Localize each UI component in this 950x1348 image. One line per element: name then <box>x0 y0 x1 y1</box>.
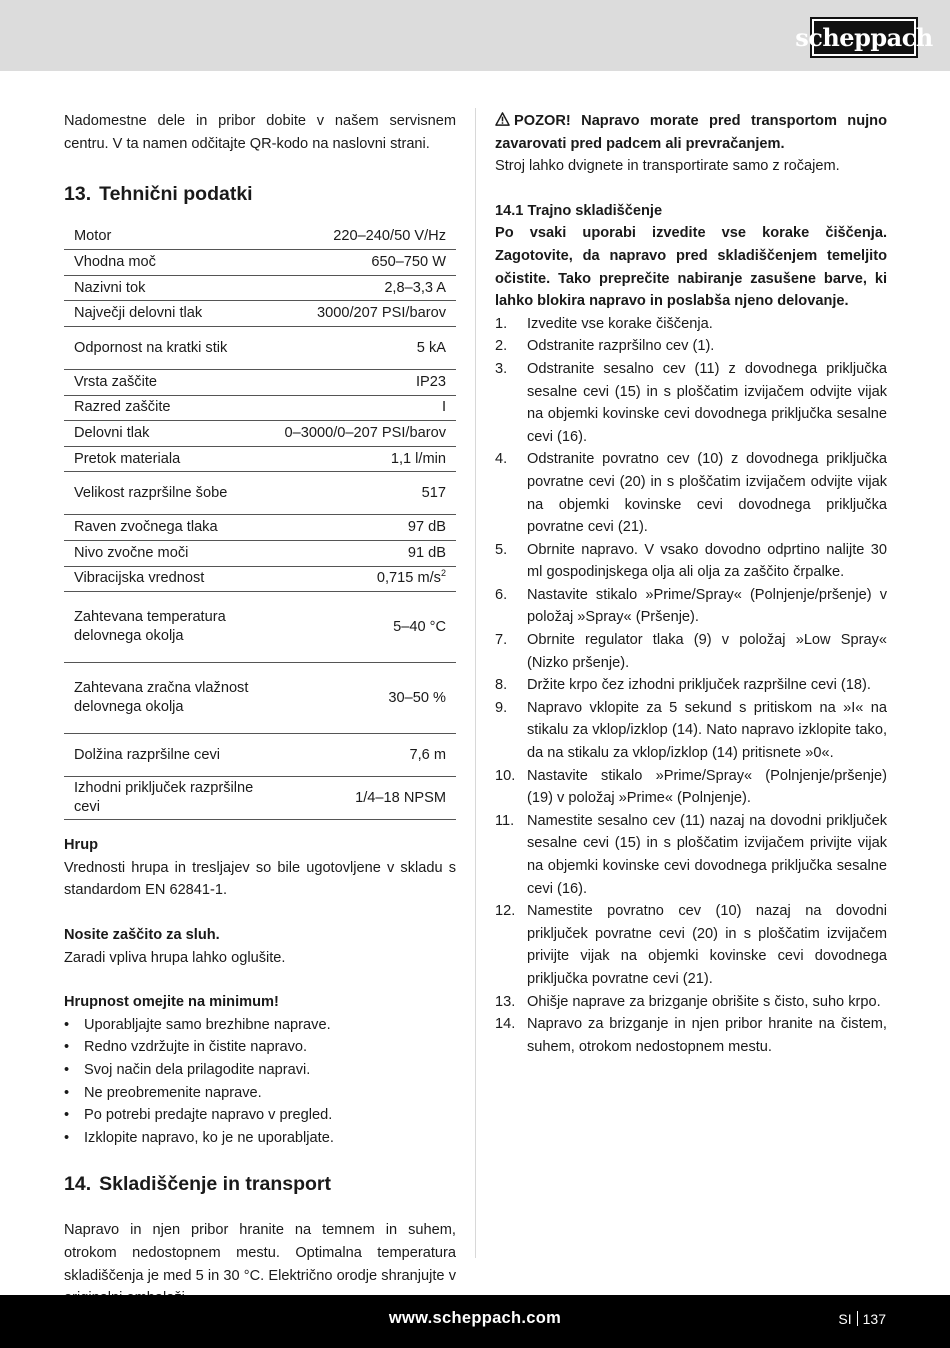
table-row <box>64 734 456 777</box>
spec-value-text: 1,1 l/min <box>390 450 446 467</box>
list-item <box>495 358 887 448</box>
list-item <box>495 335 887 358</box>
spec-value <box>275 224 456 250</box>
section-title: Tehnični podatki <box>99 183 253 206</box>
spec-value <box>275 592 456 663</box>
spec-value-text: 5–40 °C <box>393 618 446 635</box>
table-row <box>64 250 456 276</box>
spec-value <box>275 370 456 396</box>
table-row <box>64 224 456 250</box>
spec-label: Odpornost na kratki stik <box>64 327 275 370</box>
spec-label: Zahtevana zračna vlažnost delovnega okolja <box>64 663 275 734</box>
hearing-text: Zaradi vpliva hrupa lahko oglušite. <box>64 949 286 966</box>
spec-label: Pretok materiala <box>64 446 275 472</box>
brand-logo: scheppach <box>810 17 918 58</box>
storage-paragraph: Napravo in njen pribor hranite na temnem in suhem, otrokom nedostopnem mestu. Optimalna temperatura skladiščenja je med 5 in 30 °C. Električno orodje shranjujte v <box>64 1222 456 1284</box>
table-row <box>64 395 456 421</box>
spec-value <box>275 327 456 370</box>
step-text: Držite krpo čez izhodni priključek razpršilne cevi (18). <box>527 677 871 694</box>
language-code: SI <box>838 1311 852 1327</box>
spec-value <box>275 515 456 541</box>
spec-value-text: 0–3000/0–207 PSI/barov <box>284 425 446 442</box>
spec-value-text: 3000/207 PSI/barov <box>316 305 446 322</box>
section-number: 13. <box>64 183 92 206</box>
table-row <box>64 301 456 327</box>
spec-label: Velikost razpršilne šobe <box>64 472 275 515</box>
list-item <box>495 765 887 810</box>
intro-paragraph: Nadomestne dele in pribor dobite v našem servisnem centru. V ta namen odčitajte QR-kodo na naslovni strani. <box>64 113 456 152</box>
step-number: 9. <box>495 699 508 716</box>
list-item <box>495 991 887 1014</box>
step-number: 4. <box>495 451 508 468</box>
spec-label: Raven zvočnega tlaka <box>64 515 275 541</box>
spec-label: Vhodna moč <box>64 250 275 276</box>
page-footer <box>0 1295 950 1348</box>
spec-value-text: 650–750 W <box>371 254 446 271</box>
table-row <box>64 327 456 370</box>
step-number: 11. <box>495 812 515 829</box>
spec-value-superscript: 2 <box>440 568 446 579</box>
section-13-heading <box>64 182 456 206</box>
table-row <box>64 275 456 301</box>
table-row <box>64 592 456 663</box>
warning-text: Napravo morate pred transportom nujno zavarovati pred padcem ali prevračanjem. <box>495 113 888 152</box>
step-number: 8. <box>495 677 508 694</box>
spec-value-text: 517 <box>421 484 446 501</box>
step-text: Namestite povratno cev (10) nazaj na dovodni priključek povratne cevi (20) in s ploščatim izvijačem privijte vijak na objemki kovinske cevi dovodnega priključka povratne cevi (21). <box>527 903 887 987</box>
list-item: • Izklopite napravo, ko je ne uporabljate. <box>64 1127 456 1150</box>
spec-label: Razred zaščite <box>64 395 275 421</box>
subsection-heading: 14.1 Trajno skladiščenje <box>495 202 663 219</box>
list-item <box>495 584 887 629</box>
table-row <box>64 663 456 734</box>
spec-value <box>275 541 456 567</box>
table-row <box>64 541 456 567</box>
step-text: Odstranite razpršilno cev (1). <box>527 338 715 355</box>
table-row <box>64 446 456 472</box>
separator <box>857 1311 858 1326</box>
spec-value-text: 97 dB <box>407 519 446 536</box>
spec-value-text: 5 kA <box>416 339 446 356</box>
list-item: • Redno vzdržujte in čistite napravo. <box>64 1036 456 1059</box>
page-header-bar <box>0 0 950 71</box>
step-text: Obrnite napravo. V vsako dovodno odprtino nalijte 30 ml gospodinjskega olja ali olja za zaščito črpalke. <box>527 541 887 581</box>
list-item: • Uporabljajte samo brezhibne naprave. <box>64 1014 456 1037</box>
noise-heading: Hrup <box>64 837 99 854</box>
noise-bullet-list <box>64 1014 456 1150</box>
list-item: • Po potrebi predajte napravo v pregled. <box>64 1104 456 1127</box>
section-number: 14. <box>64 1173 92 1196</box>
spec-value <box>275 395 456 421</box>
tech-specs-table <box>64 224 456 820</box>
warning-paragraph <box>495 110 887 155</box>
table-row <box>64 515 456 541</box>
spec-value <box>275 777 456 820</box>
lift-text: Stroj lahko dvignete in transportirate samo z ročajem. <box>495 158 840 175</box>
spec-value-text: I <box>441 399 446 416</box>
step-text: Ohišje naprave za brizganje obrišite s čisto, suho krpo. <box>527 993 881 1010</box>
spec-value-text: 7,6 m <box>409 746 446 763</box>
list-item: • Ne preobremenite naprave. <box>64 1082 456 1105</box>
list-item <box>495 313 887 336</box>
spec-value-text: 91 dB <box>407 544 446 561</box>
step-text: Obrnite regulator tlaka (9) v položaj »Low Spray« (Nizko pršenje). <box>527 632 887 671</box>
spec-label: Vrsta zaščite <box>64 370 275 396</box>
spec-label: Zahtevana temperatura delovnega okolja <box>64 592 275 663</box>
spec-value <box>275 301 456 327</box>
spec-value-text: 2,8–3,3 A <box>384 279 446 296</box>
spec-value-text: 220–240/50 V/Hz <box>333 228 446 245</box>
step-text: Odstranite sesalno cev (11) z dovodnega priključka sesalne cevi (15) in s ploščatim izvijačem odvijte vijak na objemki kovinske cevi dovodnega priključka sesalne cevi (16). <box>527 360 887 445</box>
spec-label: Največji delovni tlak <box>64 301 275 327</box>
spec-value-text: IP23 <box>415 373 446 390</box>
list-item <box>495 674 887 697</box>
step-text: Napravo za brizganje in njen pribor hranite na čistem, suhem, otrokom nedostopnem mestu. <box>527 1016 887 1055</box>
spec-value <box>275 275 456 301</box>
subsection-bold-text: Po vsaki uporabi izvedite vse korake čiščenja. Zagotovite, da napravo pred skladiščenjem temeljito očistite. Tako preprečite nabiranje zasušene barve, ki lahko blokira napravo in poslabša njeno delovanje. <box>495 225 887 310</box>
section-title: Skladiščenje in transport <box>99 1173 332 1196</box>
spec-label: Izhodni priključek razpršilne cevi <box>64 777 275 820</box>
website-link[interactable]: www.scheppach.com <box>388 1309 562 1327</box>
list-item: • Svoj način dela prilagodite napravi. <box>64 1059 456 1082</box>
spec-value <box>275 566 456 592</box>
spec-label: Nivo zvočne moči <box>64 541 275 567</box>
table-row <box>64 472 456 515</box>
step-text: Nastavite stikalo »Prime/Spray« (Polnjenje/pršenje) v položaj »Spray« (Pršenje). <box>527 586 887 626</box>
column-divider <box>475 108 476 1258</box>
step-number: 3. <box>495 360 508 377</box>
spec-value-text: 1/4–18 NPSM <box>355 789 446 806</box>
step-text: Namestite sesalno cev (11) nazaj na dovodni priključek sesalne cevi (15) in s ploščatim izvijačem privijte vijak na objemki kovinske cevi dovodnega priključka sesalne cevi (16). <box>527 812 887 897</box>
list-item <box>495 448 887 538</box>
table-row <box>64 566 456 592</box>
hearing-heading: Nosite zaščito za sluh. <box>64 927 220 943</box>
step-number: 13. <box>495 993 516 1010</box>
list-item <box>495 900 887 990</box>
list-item <box>495 629 887 674</box>
spec-value <box>275 472 456 515</box>
step-number: 2. <box>495 338 508 355</box>
warning-triangle-icon <box>495 112 510 126</box>
right-column <box>495 110 887 1058</box>
list-item <box>495 539 887 584</box>
step-text: Odstranite povratno cev (10) z dovodnega priključka povratne cevi (20) in s ploščatim izvijačem odvijte vijak na objemki kovinske cevi dovodnega priključka povratne cevi (21). <box>527 451 887 536</box>
step-number: 12. <box>495 903 516 920</box>
list-item <box>495 697 887 765</box>
spec-label: Dolžina razpršilne cevi <box>64 734 275 777</box>
spec-value <box>275 663 456 734</box>
step-text: Izvedite vse korake čiščenja. <box>527 315 713 332</box>
page-number: 137 <box>862 1311 886 1327</box>
left-column <box>64 110 456 1310</box>
step-text: Nastavite stikalo »Prime/Spray« (Polnjenje/pršenje) (19) v položaj »Prime« (Polnjenje). <box>527 767 887 807</box>
spec-value-text: 30–50 % <box>388 689 446 706</box>
step-number: 1. <box>495 315 508 332</box>
list-item <box>495 810 887 900</box>
step-number: 10. <box>495 767 516 784</box>
table-row <box>64 777 456 820</box>
warning-label: POZOR! <box>514 113 571 129</box>
noise-text: Vrednosti hrupa in tresljajev so bile ugotovljene v skladu s standardom EN 62841-1. <box>64 859 456 899</box>
table-row <box>64 370 456 396</box>
step-number: 14. <box>495 1016 516 1033</box>
spec-value <box>275 446 456 472</box>
spec-value <box>275 734 456 777</box>
spec-value <box>275 421 456 447</box>
storage-steps-list <box>495 313 887 1059</box>
section-14-heading <box>64 1172 456 1196</box>
spec-label: Vibracijska vrednost <box>64 566 275 592</box>
spec-value <box>275 250 456 276</box>
spec-label: Motor <box>64 224 275 250</box>
spec-value-text: 0,715 m/s <box>376 570 441 587</box>
spec-label: Nazivni tok <box>64 275 275 301</box>
page-indicator <box>838 1311 886 1327</box>
list-item <box>495 1013 887 1058</box>
table-row <box>64 421 456 447</box>
step-number: 5. <box>495 541 508 558</box>
spec-label: Delovni tlak <box>64 421 275 447</box>
minimize-heading: Hrupnost omejite na minimum! <box>64 994 279 1011</box>
step-number: 6. <box>495 586 508 603</box>
step-number: 7. <box>495 632 508 649</box>
step-text: Napravo vklopite za 5 sekund s pritiskom na »I« na stikalu za vklop/izklop (14). Nato napravo izklopite tako, da na stikalu za vklop/izklop (14) pritisnete »0«. <box>527 699 887 762</box>
